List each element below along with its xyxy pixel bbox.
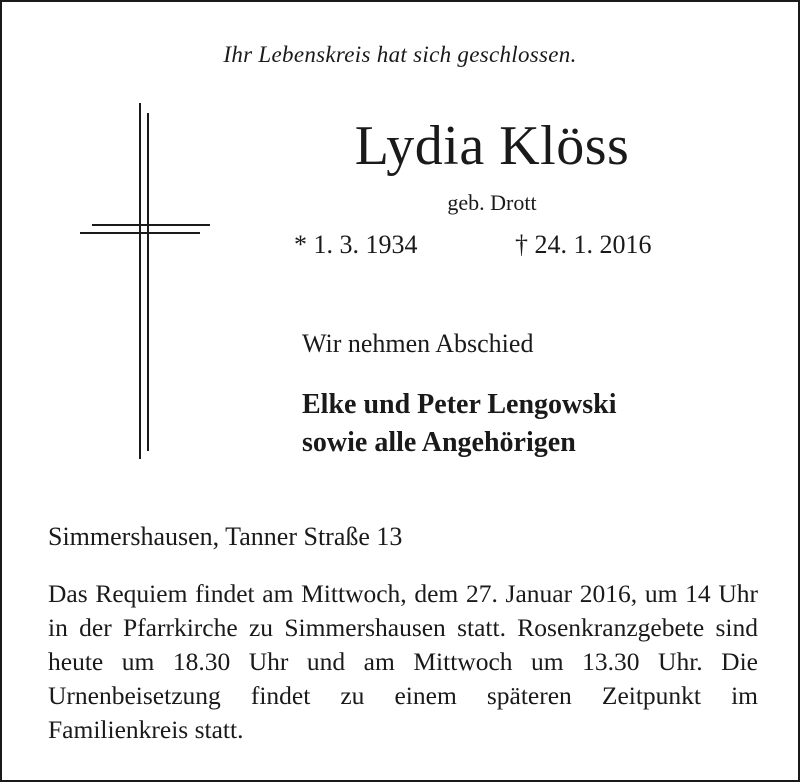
maiden-name: geb. Drott — [447, 190, 537, 215]
mourners-line: sowie alle Angehörigen — [302, 427, 576, 458]
birth-date: * 1. 3. 1934 — [294, 230, 418, 259]
cross-icon — [78, 103, 218, 459]
deceased-name: Lydia Klöss — [354, 115, 630, 177]
mourners-block — [302, 386, 617, 462]
motto-text: Ihr Lebenskreis hat sich geschlossen. — [223, 42, 577, 67]
death-date: † 24. 1. 2016 — [515, 230, 652, 259]
mourners-line: Elke und Peter Lengowski — [302, 389, 617, 420]
service-notice: Das Requiem findet am Mittwoch, dem 27. Januar 2016, um 14 Uhr in der Pfarrkirche zu Simmershausen statt. Rosenkranzgebete sind heute um 18.30 Uhr und am Mittwoch um 13.30 Uhr. Die Urnenbeisetzung findet zu einem späteren Zeitpunkt im Familienkreis statt. — [48, 579, 758, 744]
farewell-text: Wir nehmen Abschied — [302, 329, 534, 358]
address-text: Simmershausen, Tanner Straße 13 — [48, 522, 403, 551]
